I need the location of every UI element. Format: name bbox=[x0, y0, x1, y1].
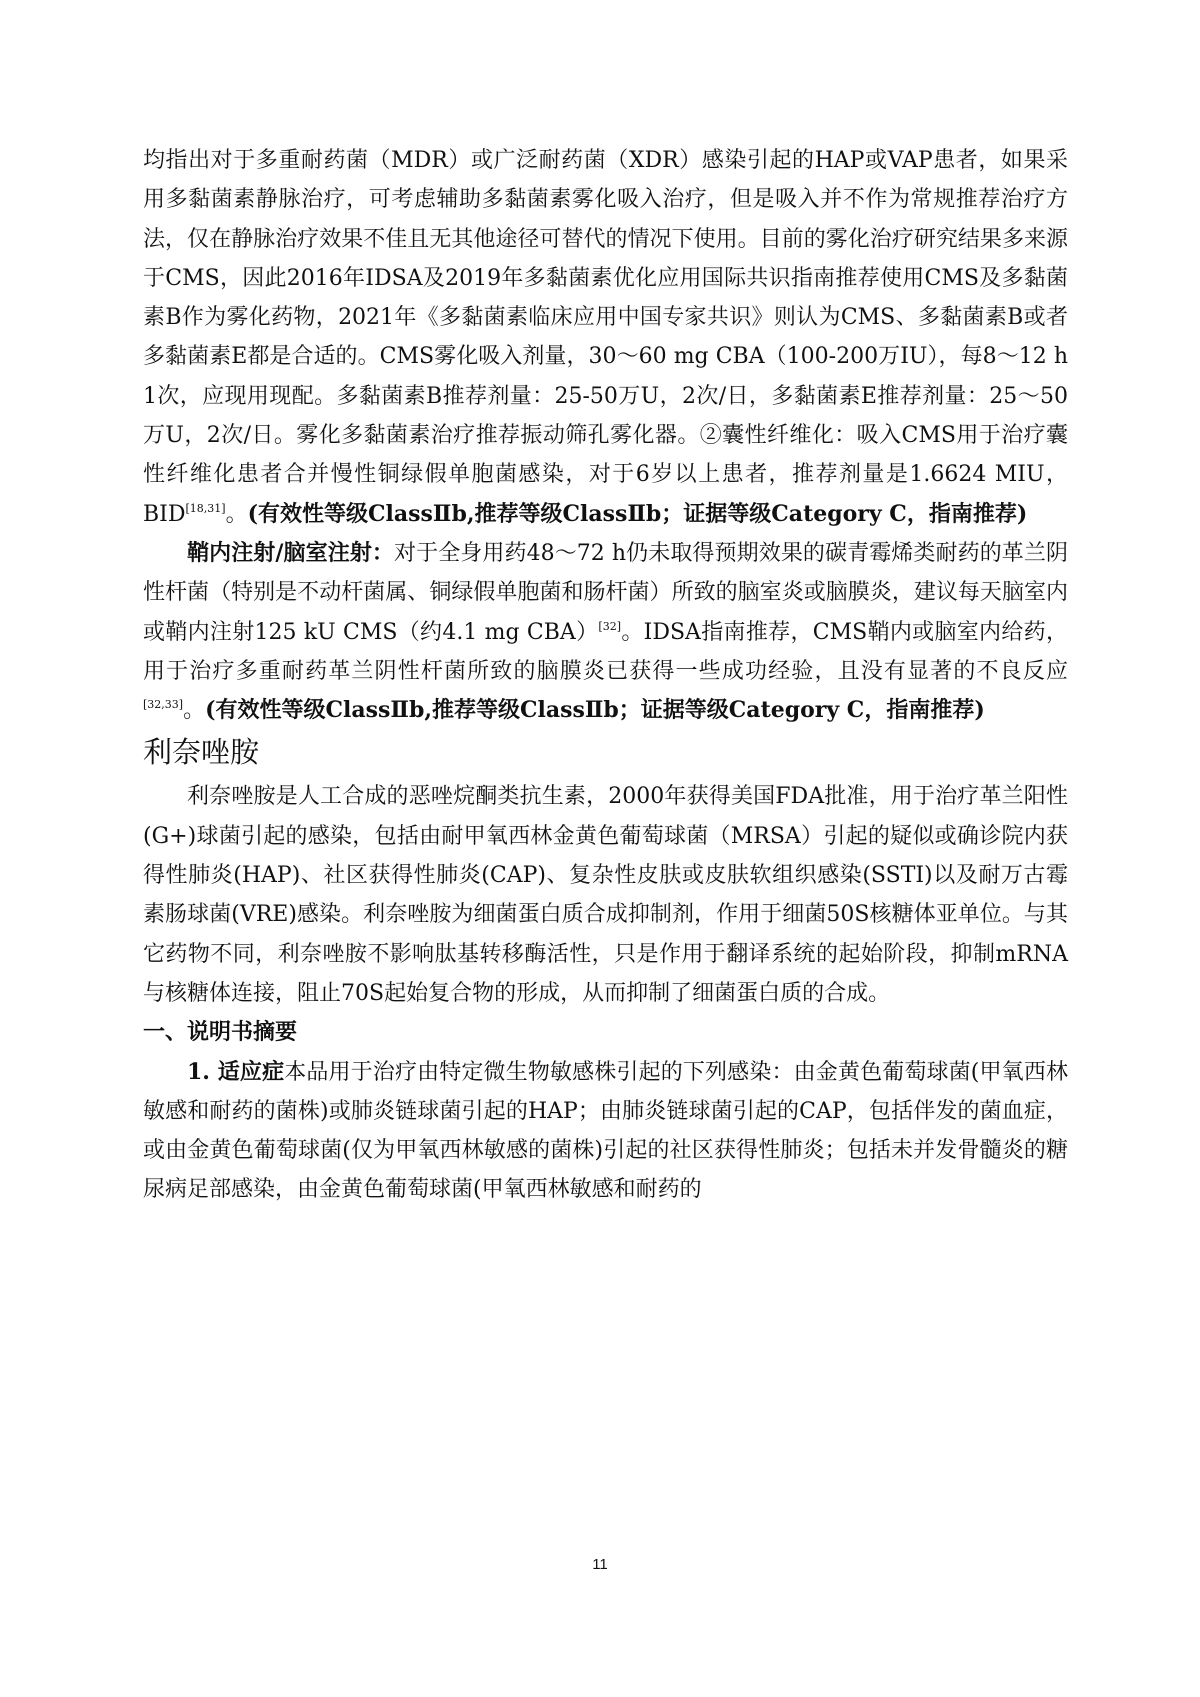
citation: [32,33] bbox=[143, 698, 184, 712]
citation: [32] bbox=[598, 619, 622, 633]
paragraph-intrathecal: 鞘内注射/脑室注射：对于全身用药48～72 h仍未取得预期效果的碳青霉烯类耐药的革兰阴性杆菌（特别是不动杆菌属、铜绿假单胞菌和肠杆菌）所致的脑室炎或脑膜炎，建议每天脑室内或鞘内注射125 kU CMS（约4.1 mg CBA）[32]。IDSA指南推荐，CMS鞘内或脑室内给药，用于治疗多重耐药革兰阴性杆菌所致的脑膜炎已获得一些成功经验，且没有显著的不良反应[32,33]。(有效性等级ClassⅡb,推荐等级ClassⅡb；证据等级Category C，指南推荐) bbox=[143, 539, 1068, 724]
paragraph-colistin-inhalation: 均指出对于多重耐药菌（MDR）或广泛耐药菌（XDR）感染引起的HAP或VAP患者，如果采用多黏菌素静脉治疗，可考虑辅助多黏菌素雾化吸入治疗，但是吸入并不作为常规推荐治疗方法，仅在静脉治疗效果不佳且无其他途径可替代的情况下使用。目前的雾化治疗研究结果多来源于CMS，因此2016年IDSA及2019年多黏菌素优化应用国际共识指南推荐使用CMS及多黏菌素B作为雾化药物，2021年《多黏菌素临床应用中国专家共识》则认为CMS、多黏菌素B或者多黏菌素E都是合适的。CMS雾化吸入剂量，30～60 mg CBA（100-200万IU），每8～12 h 1次，应现用现配。多黏菌素B推荐剂量：25-50万U，2次/日，多黏菌素E推荐剂量：25～50万U，2次/日。雾化多黏菌素治疗推荐振动筛孔雾化器。②囊性纤维化：吸入CMS用于治疗囊性纤维化患者合并慢性铜绿假单胞菌感染，对于6岁以上患者，推荐剂量是1.6624 MIU，BID[18,31]。(有效性等级ClassⅡb,推荐等级ClassⅡb；证据等级Category C，指南推荐) bbox=[143, 148, 1068, 527]
paragraph-text: 对于全身用药48～72 h仍未取得预期效果的碳青霉烯类耐药的革兰阴性杆菌（特别是不动杆菌属、铜绿假单胞菌和肠杆菌）所致的脑室炎或脑膜炎，建议每天脑室内或鞘内注射125 kU CMS（约4.1 mg CBA） bbox=[143, 540, 1068, 645]
evidence-grade: (有效性等级ClassⅡb,推荐等级ClassⅡb；证据等级Category C，指南推荐) bbox=[247, 500, 1028, 527]
evidence-grade: (有效性等级ClassⅡb,推荐等级ClassⅡb；证据等级Category C，指南推荐) bbox=[205, 697, 985, 724]
paragraph-lead: 鞘内注射/脑室注射： bbox=[187, 539, 395, 566]
indication-label: 1. 适应症 bbox=[187, 1058, 285, 1085]
section-heading: 利奈唑胺 bbox=[143, 735, 260, 770]
page-number: 11 bbox=[592, 1556, 608, 1573]
paragraph-linezolid-intro: 利奈唑胺是人工合成的恶唑烷酮类抗生素，2000年获得美国FDA批准，用于治疗革兰阳性(G+)球菌引起的感染，包括由耐甲氧西林金黄色葡萄球菌（MRSA）引起的疑似或确诊院内获得性肺炎(HAP)、社区获得性肺炎(CAP)、复杂性皮肤或皮肤软组织感染(SSTI)以及耐万古霉素肠球菌(VRE)感染。利奈唑胺为细菌蛋白质合成抑制剂，作用于细菌50S核糖体亚单位。与其它药物不同，利奈唑胺不影响肽基转移酶活性，只是作用于翻译系统的起始阶段，抑制mRNA与核糖体连接，阻止70S起始复合物的形成，从而抑制了细菌蛋白质的合成。 bbox=[143, 784, 1068, 1006]
citation: [18,31] bbox=[185, 501, 226, 515]
document-body bbox=[143, 141, 1068, 1210]
subheading-label-summary: 一、说明书摘要 bbox=[143, 1020, 298, 1046]
paragraph-text: 本品用于治疗由特定微生物敏感株引起的下列感染：由金黄色葡萄球菌(甲氧西林敏感和耐药的菌株)或肺炎链球菌引起的HAP；由肺炎链球菌引起的CAP，包括伴发的菌血症，或由金黄色葡萄球菌(仅为甲氧西林敏感的菌株)引起的社区获得性肺炎；包括未并发骨髓炎的糖尿病足部感染，由金黄色葡萄球菌(甲氧西林敏感和耐药的 bbox=[143, 1059, 1068, 1203]
paragraph-text: 均指出对于多重耐药菌（MDR）或广泛耐药菌（XDR）感染引起的HAP或VAP患者，如果采用多黏菌素静脉治疗，可考虑辅助多黏菌素雾化吸入治疗，但是吸入并不作为常规推荐治疗方法，仅在静脉治疗效果不佳且无其他途径可替代的情况下使用。目前的雾化治疗研究结果多来源于CMS，因此2016年IDSA及2019年多黏菌素优化应用国际共识指南推荐使用CMS及多黏菌素B作为雾化药物，2021年《多黏菌素临床应用中国专家共识》则认为CMS、多黏菌素B或者多黏菌素E都是合适的。CMS雾化吸入剂量，30～60 mg CBA（100-200万IU），每8～12 h 1次，应现用现配。多黏菌素B推荐剂量：25-50万U，2次/日，多黏菌素E推荐剂量：25～50万U，2次/日。雾化多黏菌素治疗推荐振动筛孔雾化器。②囊性纤维化：吸入CMS用于治疗囊性纤维化患者合并慢性铜绿假单胞菌感染，对于6岁以上患者，推荐剂量是1.6624 MIU，BID bbox=[143, 148, 1068, 527]
paragraph-indications bbox=[143, 1053, 1068, 1210]
paragraph-text: 。IDSA指南推荐，CMS鞘内或脑室内给药，用于治疗多重耐药革兰阴性杆菌所致的脑膜炎已获得一些成功经验，且没有显著的不良反应 bbox=[143, 619, 1068, 684]
